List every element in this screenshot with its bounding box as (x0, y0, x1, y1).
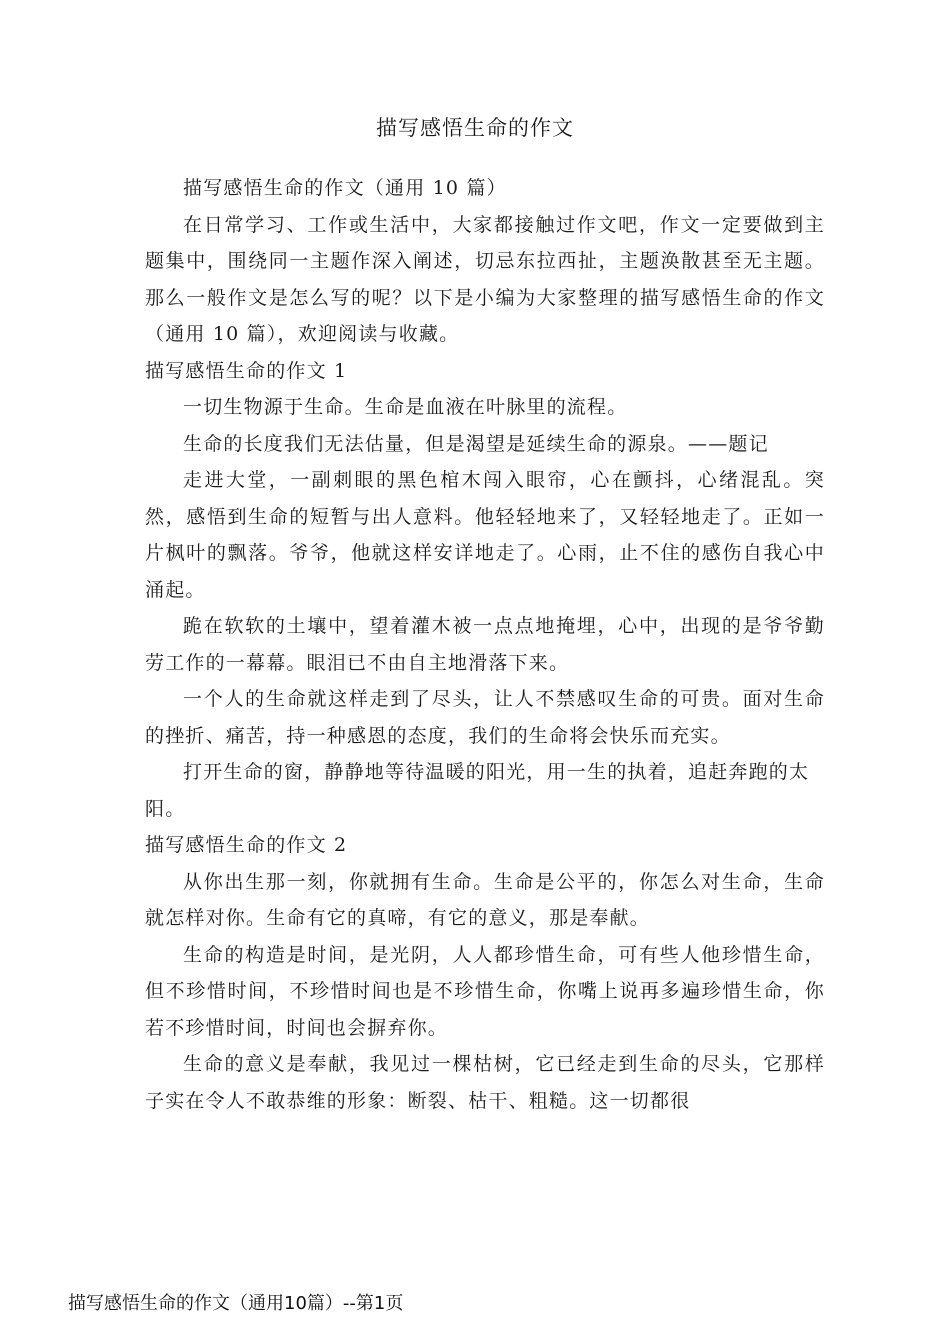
paragraph: 跪在软软的土壤中，望着灌木被一点点地掩埋，心中，出现的是爷爷勤劳工作的一幕幕。眼泪已不由自主地滑落下来。 (145, 615, 825, 674)
paragraph: 生命的意义是奉献，我见过一棵枯树，它已经走到生命的尽头，它那样子实在令人不敢恭维的形象：断裂、枯干、粗糙。这一切都很 (145, 1053, 825, 1112)
page-footer: 描写感悟生命的作文（通用10篇）--第1页 (68, 1293, 404, 1314)
paragraph: 走进大堂，一副刺眼的黑色棺木闯入眼帘，心在颤抖，心绪混乱。突然，感悟到生命的短暂与出人意料。他轻轻地来了，又轻轻地走了。正如一片枫叶的飘落。爷爷，他就这样安详地走了。心雨，止不住的感伤自我心中涌起。 (145, 469, 825, 601)
paragraph: 生命的构造是时间，是光阴，人人都珍惜生命，可有些人他珍惜生命，但不珍惜时间，不珍惜时间也是不珍惜生命，你嘴上说再多遍珍惜生命，你若不珍惜时间，时间也会摒弃你。 (145, 943, 825, 1039)
section-heading-2: 描写感悟生命的作文 2 (145, 834, 348, 856)
paragraph: 生命的长度我们无法估量，但是渴望是延续生命的源泉。——题记 (183, 432, 769, 455)
document-body (145, 170, 825, 1119)
paragraph: 一切生物源于生命。生命是血液在叶脉里的流程。 (183, 396, 628, 418)
paragraph: 打开生命的窗，静静地等待温暖的阳光，用一生的执着，追赶奔跑的太阳。 (145, 761, 810, 820)
document-title: 描写感悟生命的作文 (376, 116, 574, 140)
paragraph-intro-title: 描写感悟生命的作文（通用 10 篇） (183, 177, 507, 199)
section-heading-1: 描写感悟生命的作文 1 (145, 359, 348, 382)
paragraph: 从你出生那一刻，你就拥有生命。生命是公平的，你怎么对生命，生命就怎样对你。生命有它的真啼，有它的意义，那是奉献。 (145, 870, 825, 929)
paragraph-intro: 在日常学习、工作或生活中，大家都接触过作文吧，作文一定要做到主题集中，围绕同一主题作深入阐述，切忌东拉西扯，主题涣散甚至无主题。那么一般作文是怎么写的呢？以下是小编为大家整理的描写感悟生命的作文（通用 10 篇），欢迎阅读与收藏。 (145, 213, 825, 345)
paragraph: 一个人的生命就这样走到了尽头，让人不禁感叹生命的可贵。面对生命的挫折、痛苦，持一种感恩的态度，我们的生命将会快乐而充实。 (145, 688, 825, 747)
